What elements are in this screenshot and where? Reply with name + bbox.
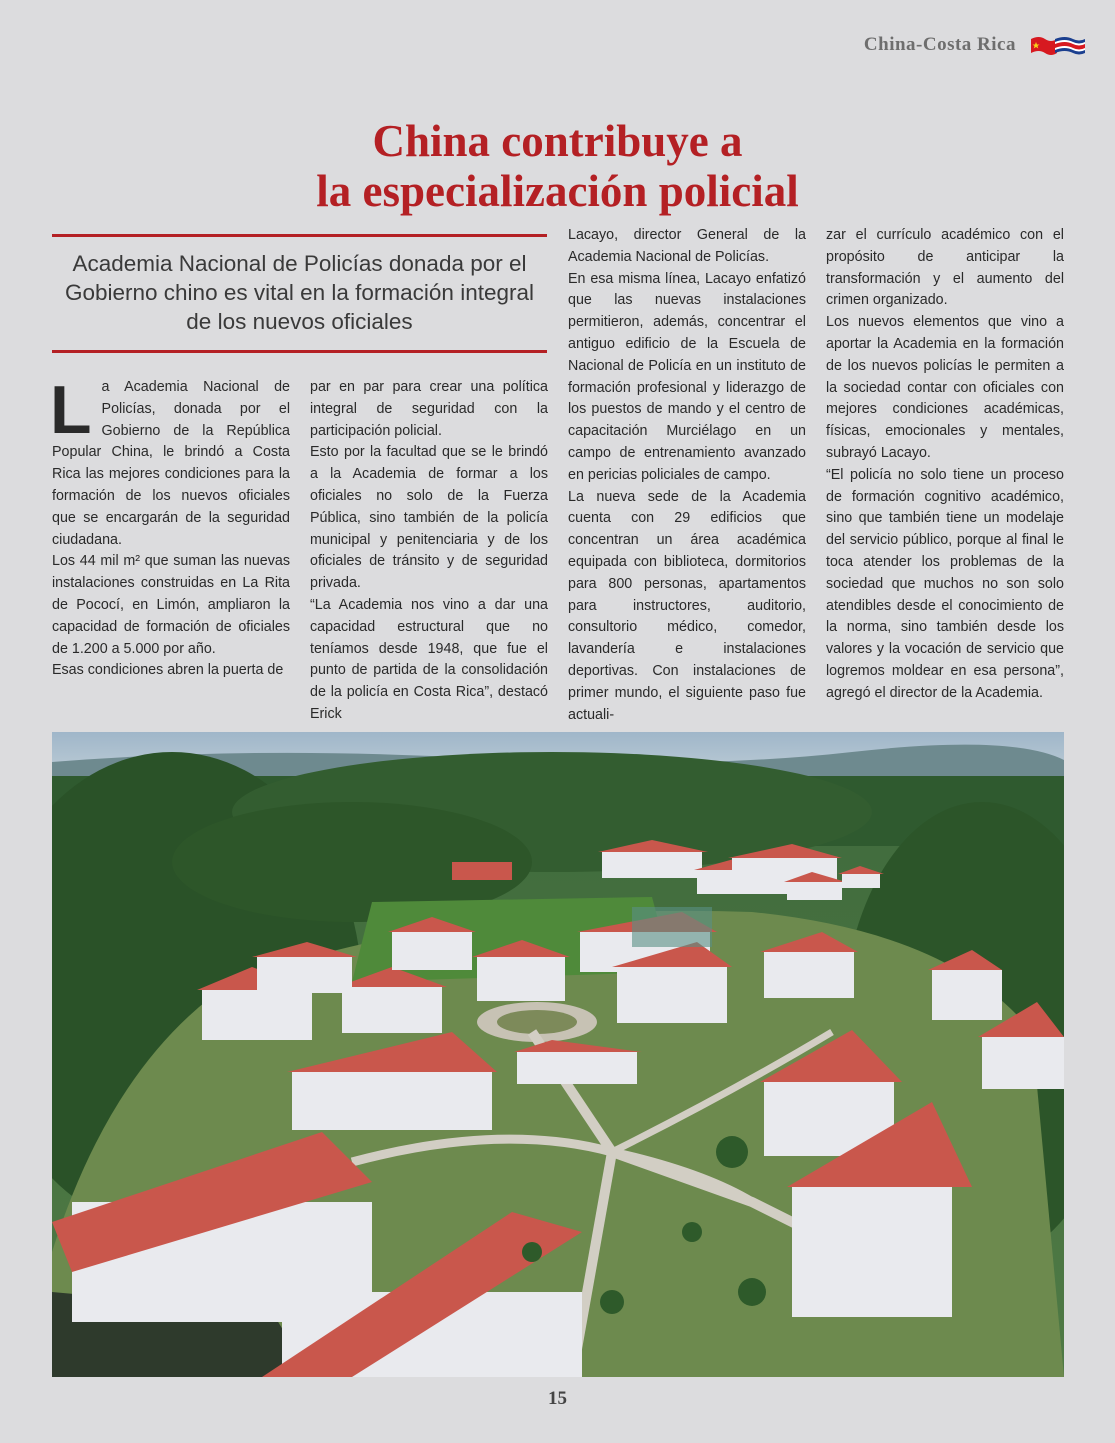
subtitle-rule-bottom — [52, 350, 547, 353]
paragraph: Esto por la facultad que se le brindó a la Academia de formar a los oficiales no solo de la Fuerza Pública, sino también de la policía municipal y penitenciaria y de los oficiales de tránsito y de seguridad privada. — [310, 444, 548, 592]
china-costa-rica-flags-icon — [1029, 34, 1087, 58]
article-column-2 — [310, 377, 548, 726]
paragraph: La nueva sede de la Academia cuenta con 29 edificios que concentran un área académica equipada con biblioteca, dormitorios para 800 personas, apartamentos para instructores, auditorio, consultorio médico, comedor, lavandería e instalaciones deportivas. Con instalaciones de primer mundo, el siguiente paso fue actuali- — [568, 488, 806, 723]
paragraph: Lacayo, director General de la Academia Nacional de Policías. — [568, 227, 806, 265]
article-column-3 — [568, 225, 806, 726]
article-subtitle: Academia Nacional de Policías donada por el Gobierno chino es vital en la formación integral de los nuevos oficiales — [64, 251, 534, 334]
paragraph: a Academia Nacional de Policías, donada por el Gobierno de la República Popular China, le brindó a Costa Rica las mejores condiciones para la formación de los nuevos oficiales que se encargarán de la seguridad ciudadana. — [52, 379, 290, 548]
paragraph: Los nuevos elementos que vino a aportar la Academia en la formación de los nuevos policías le permiten a la sociedad contar con oficiales con mejores condiciones académicas, físicas, emocionales y mentales, subrayó Lacayo. — [826, 314, 1064, 461]
page-number: 15 — [548, 1388, 567, 1409]
title-line-2: la especialización policial — [316, 166, 799, 216]
paragraph: En esa misma línea, Lacayo enfatizó que las nuevas instalaciones permitieron, además, concentrar el antiguo edificio de la Escuela de Nacional de Policía en un instituto de formación profesional y liderazgo de los puestos de mando y el centro de capacitación Murciélago en un campo de entrenamiento avanzado en pericias policiales de campo. — [568, 270, 806, 483]
paragraph: par en par para crear una política integral de seguridad con la participación policial. — [310, 379, 548, 439]
section-label: China-Costa Rica — [863, 34, 1016, 55]
aerial-campus-photo — [52, 732, 1064, 1377]
aerial-campus-photo-icon — [52, 732, 1064, 1377]
article-column-4 — [826, 225, 1064, 705]
paragraph: Los 44 mil m² que suman las nuevas instalaciones construidas en La Rita de Pococí, en Limón, ampliaron la capacidad de formación de oficiales de 1.200 a 5.000 por año. — [52, 553, 290, 657]
subtitle-rule-top — [52, 234, 547, 237]
drop-cap: L — [50, 372, 92, 448]
article-title — [0, 116, 1115, 216]
paragraph: “El policía no solo tiene un proceso de formación cognitivo académico, sino que también tiene un modelaje del servicio público, porque al final le toca atender los problemas de la sociedad que muchos no son solo atendibles desde el conocimiento de la norma, sino también desde los valores y la vocación de servicio que logremos moldear en esa persona”, agregó el director de la Academia. — [826, 466, 1064, 701]
article-column-1 — [50, 372, 290, 682]
paragraph: zar el currículo académico con el propósito de anticipar la transformación y el aumento del crimen organizado. — [826, 227, 1064, 309]
title-line-1: China contribuye a — [372, 116, 743, 166]
paragraph: “La Academia nos vino a dar una capacidad estructural que no teníamos desde 1948, que fue el punto de partida de la consolidación de la policía en Costa Rica”, destacó Erick — [310, 596, 548, 722]
paragraph: Esas condiciones abren la puerta de — [52, 662, 284, 679]
